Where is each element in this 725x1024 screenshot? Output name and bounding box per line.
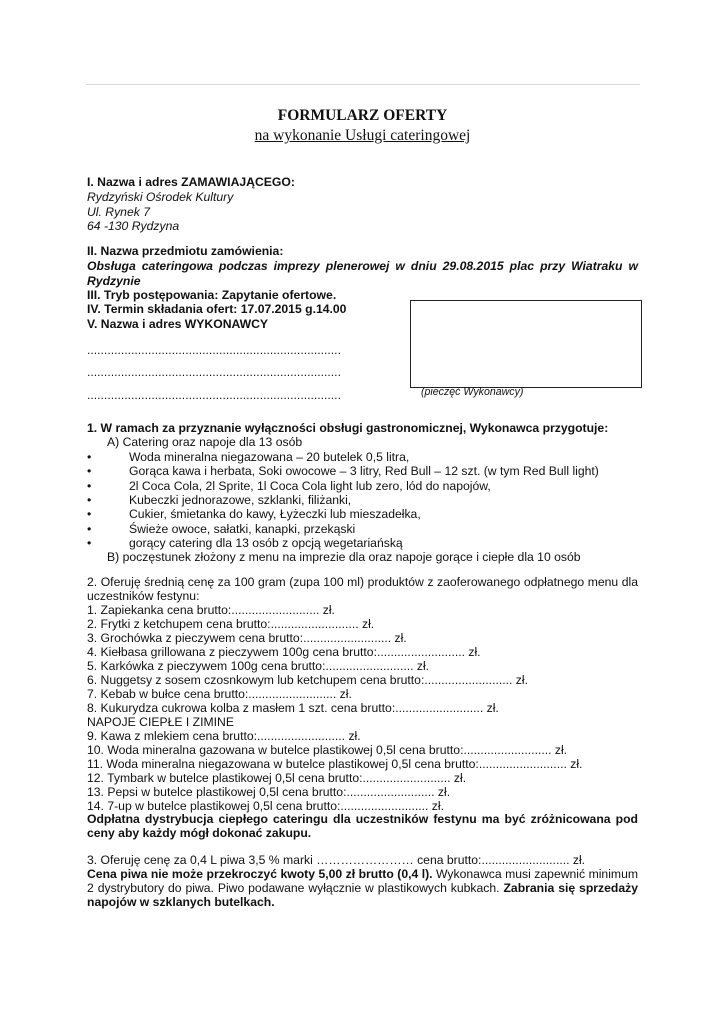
section-2-heading: II. Nazwa przedmiotu zamówienia: [87,244,284,258]
price-line-1[interactable]: 1. Zapiekanka cena brutto:.......................... zł. [87,603,335,617]
order-subject-line-1: Obsługa cateringowa podczas imprezy plenerowej w dniu 29.08.2015 plac przy Wiatraku w [87,259,638,273]
beer-note-2 [87,881,638,896]
stamp-label: (pieczęć Wykonawcy) [421,386,524,398]
price-line-10[interactable]: 10. Woda mineralna gazowana w butelce plastikowej 0,5l cena brutto:.......................... zł. [87,743,568,757]
price-line-4[interactable]: 4. Kiełbasa grillowana z pieczywem 100g cena brutto:.......................... zł. [87,645,481,659]
bullet-item: gorący catering dla 13 osób z opcją wegetariańską [129,536,403,550]
price-line-7[interactable]: 7. Kebab w bułce cena brutto:.......................... zł. [87,687,352,701]
bullet: • [87,479,92,493]
bullet-item: Cukier, śmietanka do kawy, Łyżeczki lub mieszadełka, [129,507,421,521]
bullet: • [87,536,92,550]
point-1-b: B) poczęstunek złożony z menu na imprezie dla oraz napoje gorące i ciepłe dla 10 osób [107,550,581,564]
price-line-2[interactable]: 2. Frytki z ketchupem cena brutto:.......................... zł. [87,617,375,631]
order-subject-line-2: Rydzynie [87,274,141,288]
price-line-8[interactable]: 8. Kukurydza cukrowa kolba z masłem 1 szt. cena brutto:.......................... zł. [87,701,499,715]
beer-cups-text: 2 dystrybutory do piwa. Piwo podawane wyłącznie w plastikowych kubkach. [87,881,504,895]
point-1-a: A) Catering oraz napoje dla 13 osób [107,435,303,449]
page-subtitle: na wykonanie Usługi cateringowej [254,127,471,144]
header-divider [86,84,640,85]
bullet-item: 2l Coca Cola, 2l Sprite, 1l Coca Cola light lub zero, lód do napojów, [129,479,491,493]
beer-note-1 [87,867,638,882]
price-line-5[interactable]: 5. Karkówka z pieczywem 100g cena brutto:.......................... zł. [87,659,430,673]
point-1-heading: 1. W ramach za przyznanie wyłączności obsługi gastronomicznej, Wykonawca przygotuje: [87,421,609,435]
page-title: FORMULARZ OFERTY [277,107,448,124]
bullet-item: Świeże owoce, sałatki, kanapki, przekąski [129,522,356,536]
contractor-dots-1[interactable]: ........................................................................... [87,343,341,357]
price-line-11[interactable]: 11. Woda mineralna niegazowana w butelce plastikowej 0,5l cena brutto:.......................... zł. [87,757,583,771]
section-4-heading: IV. Termin składania ofert: 17.07.2015 g.14.00 [87,302,347,316]
price-line-3[interactable]: 3. Grochówka z pieczywem cena brutto:.......................... zł. [87,631,407,645]
price-line-14[interactable]: 14. 7-up w butelce plastikowej 0,5l cena brutto:.......................... zł. [87,799,444,813]
bullet-item: Woda mineralna niegazowana – 20 butelek 0,5 litra, [129,450,410,464]
bullet: • [87,450,92,464]
bullet-item: Kubeczki jednorazowe, szklanki, filiżanki, [129,493,352,507]
price-line-9[interactable]: 9. Kawa z mlekiem cena brutto:.......................... zł. [87,729,361,743]
stamp-box[interactable] [410,300,642,388]
orderer-name: Rydzyński Ośrodek Kultury [87,190,234,204]
drinks-heading: NAPOJE CIEPŁE I ZIMINE [87,715,234,729]
contractor-dots-2[interactable]: ........................................................................... [87,365,341,379]
bullet: • [87,507,92,521]
price-line-6[interactable]: 6. Nuggetsy z sosem czosnkowym lub ketchupem cena brutto:.......................... zł. [87,673,528,687]
price-line-12[interactable]: 12. Tymbark w butelce plastikowej 0,5l cena brutto:.......................... zł. [87,771,467,785]
beer-price-line[interactable]: 3. Oferuję cenę za 0,4 L piwa 3,5 % marki …………………… cena brutto:.......................... zł. [87,853,586,867]
beer-limit-text: Cena piwa nie może przekroczyć kwoty 5,00 zł brutto (0,4 l). [87,867,433,881]
bullet: • [87,522,92,536]
point-2-intro-2: uczestników festynu: [87,589,200,603]
beer-dispensers-text: Wykonawca musi zapewnić minimum [432,867,638,881]
bullet: • [87,493,92,507]
point-2-intro-1: 2. Oferuję średnią cenę za 100 gram (zupa 100 ml) produktów z zaoferowanego odpłatnego menu dla [87,575,638,589]
beer-note-3: napojów w szklanych butelkach. [87,895,275,909]
section-5-heading: V. Nazwa i adres WYKONAWCY [87,317,269,331]
section-3-heading: III. Tryb postępowania: Zapytanie ofertowe. [87,288,337,302]
price-line-13[interactable]: 13. Pepsi w butelce plastikowej 0,5l cena brutto:.......................... zł. [87,785,451,799]
bullet: • [87,464,92,478]
orderer-city: 64 -130 Rydzyna [87,219,180,233]
bullet-item: Gorąca kawa i herbata, Soki owocowe – 3 litry, Red Bull – 12 szt. (w tym Red Bull light) [129,464,599,478]
orderer-street: Ul. Rynek 7 [87,205,150,219]
glass-ban-text: Zabrania się sprzedaży [503,881,638,895]
catering-note-1: Odpłatna dystrybucja ciepłego cateringu dla uczestników festynu ma być zróżnicowana pod [87,812,638,826]
section-1-heading: I. Nazwa i adres ZAMAWIAJĄCEGO: [87,175,295,189]
catering-note-2: ceny aby każdy mógł dokonać zakupu. [87,826,312,840]
contractor-dots-3[interactable]: ........................................................................... [87,388,341,402]
